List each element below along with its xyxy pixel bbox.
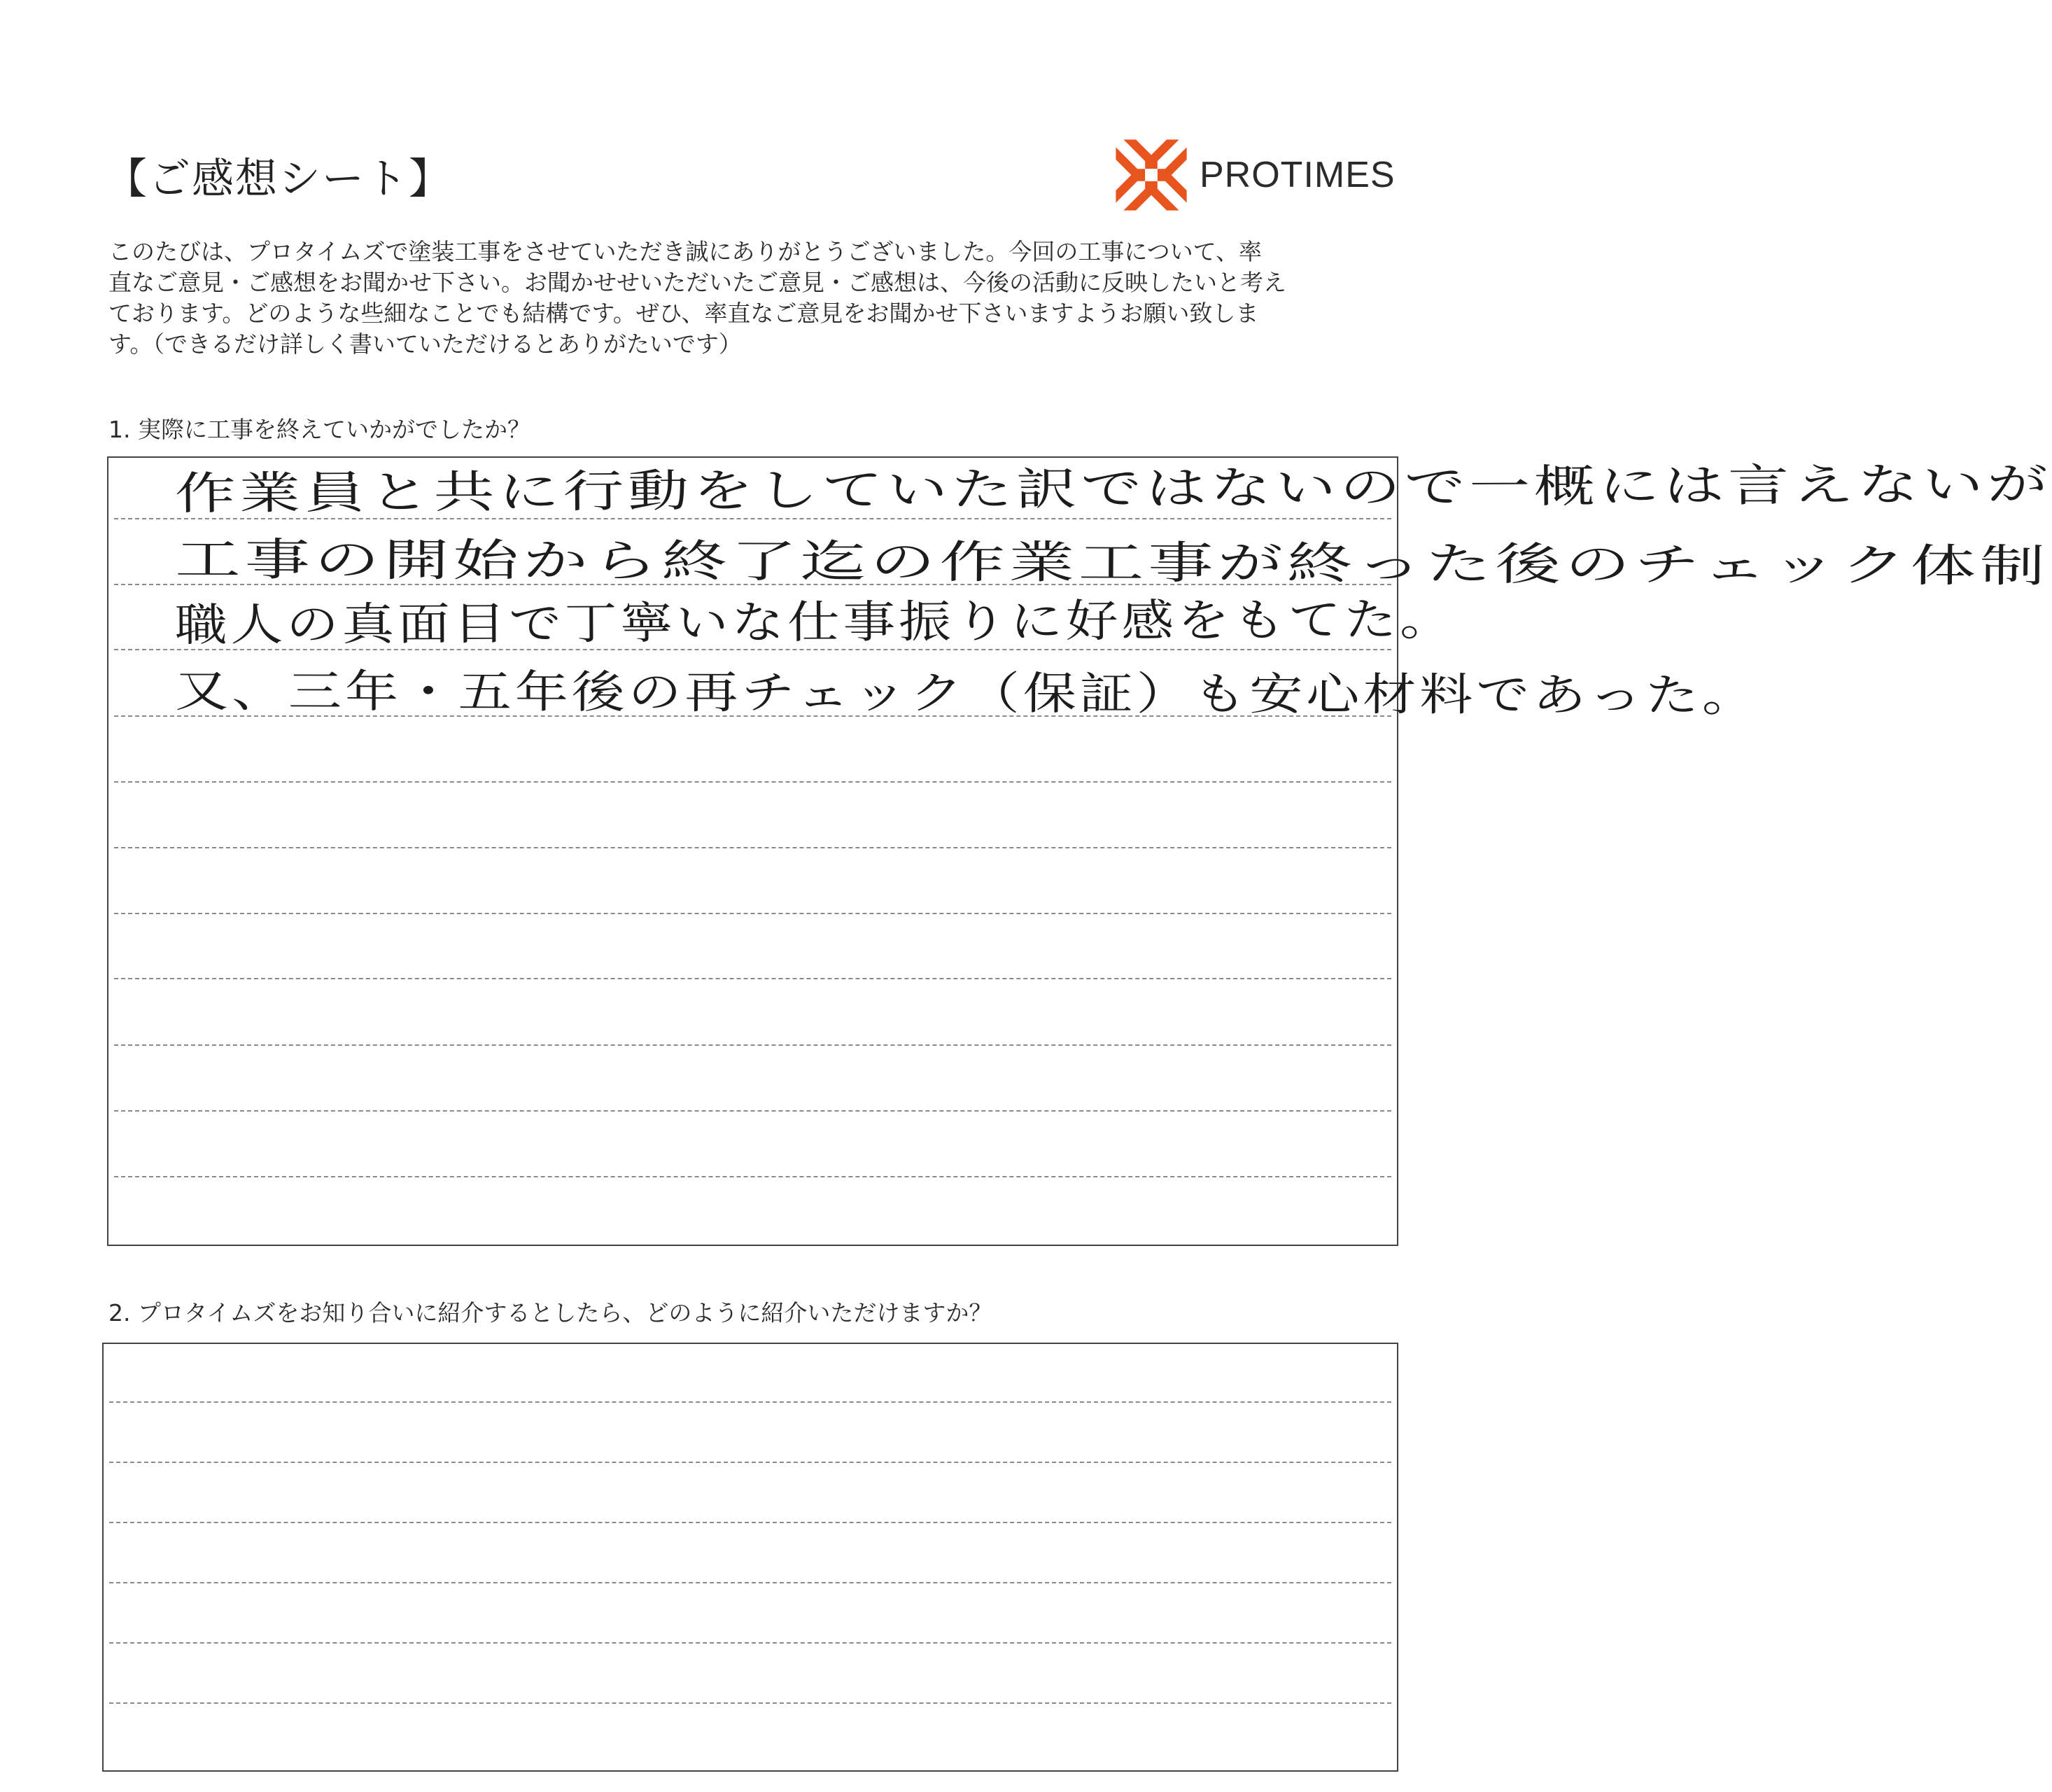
- intro-line: このたびは、プロタイムズで塗装工事をさせていただき誠にありがとうございました。今回の工事について、率: [108, 238, 1263, 265]
- ruled-line: [114, 781, 1391, 783]
- logo-text: PROTIMES: [1200, 155, 1396, 195]
- ruled-line: [109, 1582, 1391, 1583]
- handwritten-answer-line: 職人の真面目で丁寧いな仕事振りに好感をもてた。: [174, 594, 1456, 652]
- ruled-line: [109, 1642, 1391, 1644]
- intro-line: ております。どのような些細なことでも結構です。ぜひ、率直なご意見をお聞かせ下さいますようお願い致しま: [108, 300, 1259, 327]
- handwritten-answer-line: 又、三年・五年後の再チェック（保証）も安心材料であった。: [175, 666, 1759, 722]
- ruled-line: [109, 1462, 1391, 1463]
- handwritten-answer-line: 作業員と共に行動をしていた訳ではないので一概には言えないが: [174, 458, 2052, 521]
- ruled-line: [114, 913, 1391, 914]
- answer-box-1[interactable]: [107, 456, 2052, 1246]
- ruled-line: [114, 1044, 1391, 1046]
- ruled-line: [114, 978, 1391, 979]
- ruled-line: [109, 1401, 1391, 1403]
- intro-paragraph: [108, 237, 1403, 360]
- protimes-logo-icon: [1113, 136, 1190, 214]
- ruled-line: [109, 1522, 1391, 1523]
- ruled-line: [114, 1110, 1391, 1112]
- handwritten-answer-line: 工事の開始から終了迄の作業工事が終った後のチェック体制: [175, 534, 2050, 593]
- company-logo: [1113, 136, 1396, 214]
- question-1-label: 1. 実際に工事を終えていかがでしたか？: [108, 416, 530, 443]
- ruled-line: [114, 1176, 1391, 1177]
- intro-line: す。（できるだけ詳しく書いていただけるとありがたいです）: [108, 330, 742, 358]
- ruled-line: [109, 1702, 1391, 1704]
- intro-line: 直なご意見・ご感想をお聞かせ下さい。お聞かせせいただいたご意見・ご感想は、今後の活動に反映したいと考え: [108, 269, 1286, 296]
- ruled-line: [114, 847, 1391, 848]
- question-2-label: 2. プロタイムズをお知り合いに紹介するとしたら、どのように紹介いただけますか？: [108, 1299, 992, 1326]
- answer-box-2[interactable]: [102, 1343, 1398, 1772]
- page-title: 【ご感想シート】: [105, 155, 452, 204]
